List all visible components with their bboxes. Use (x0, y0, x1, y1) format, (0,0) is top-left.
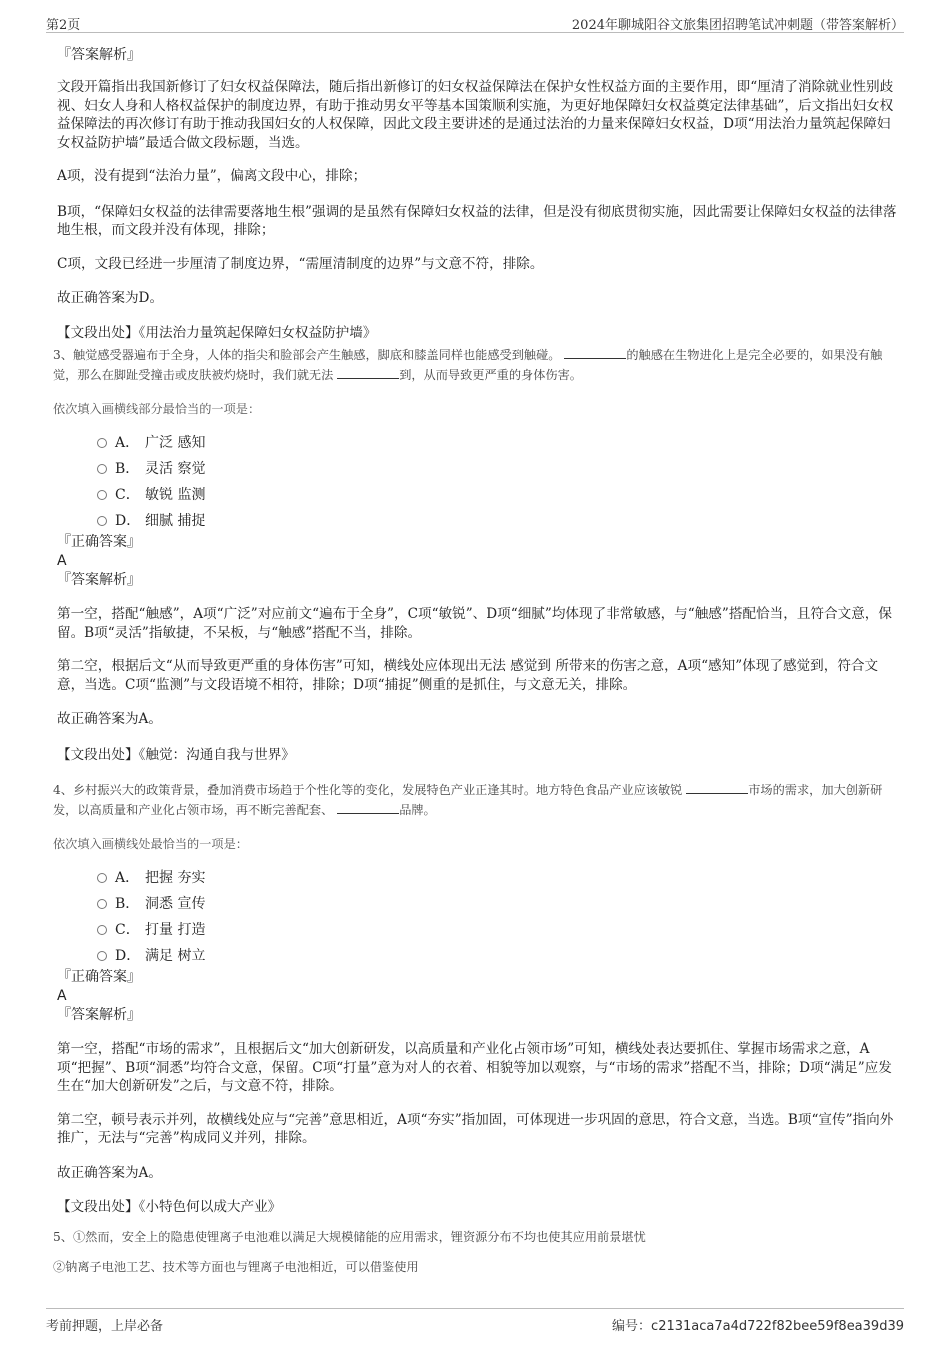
analysis-paragraph: 文段开篇指出我国新修订了妇女权益保障法，随后指出新修订的妇女权益保障法在保护女性权益方面的主要作用，即“厘清了消除就业性别歧视、妇女人身和人格权益保护的制度边界，有助于推动男女平等基本国策顺利实施，为更好地保障妇女权益奠定法律基础”，后文指出妇女权益保障法的再次修订有助于推动我国妇女的人权保障，因此文段主要讲述的是通过法治的力量来保障妇女权益，D项“用法治力量筑起保障妇女权益防护墙”最适合做文段标题，当选。 (57, 79, 894, 151)
page-header (46, 12, 904, 33)
page-footer (46, 1308, 904, 1333)
question-statement: ②钠离子电池工艺、技术等方面也与锂离子电池相近，可以借鉴使用 (53, 1259, 419, 1274)
correct-answer-label: 『正确答案』 (57, 534, 141, 550)
radio-button[interactable] (97, 925, 107, 935)
analysis-paragraph: 第一空，搭配“触感”，A项“广泛”对应前文“遍布于全身”，C项“敏锐”、D项“细腻”均体现了非常敏感，与“触感”搭配恰当，且符合文意，保留。B项“灵活”指敏捷，不呆板，与“触感”搭配不当，排除。 (57, 606, 892, 641)
answer-analysis-label: 『答案解析』 (57, 572, 141, 588)
question-instruction: 依次填入画横线部分最恰当的一项是： (53, 402, 261, 416)
source-citation: 【文段出处】《小特色何以成大产业》 (57, 1199, 282, 1215)
option-list (57, 429, 897, 533)
option-c[interactable]: C． 打量 打造 (57, 916, 897, 942)
option-b[interactable]: B． 洞悉 宣传 (57, 890, 897, 916)
analysis-paragraph: 第二空，顿号表示并列，故横线处应与“完善”意思相近，A项“夯实”指加固，可体现进一步巩固的意思，符合文意，当选。B项“宣传”指向外推广，无法与“完善”构成同义并列，排除。 (57, 1111, 894, 1146)
option-list (57, 864, 897, 968)
analysis-paragraph: 第二空，根据后文“从而导致更严重的身体伤害”可知，横线处应体现出无法 感觉到 所带来的伤害之意，A项“感知”体现了感觉到，符合文意，当选。C项“监测”与文段语境不相符，排除；D项“捕捉”侧重的是抓住，与文意无关，排除。 (57, 658, 879, 693)
analysis-paragraph: A项，没有提到“法治力量”，偏离文段中心，排除； (57, 168, 367, 184)
correct-answer-label: 『正确答案』 (57, 969, 141, 985)
footer-slogan: 考前押题，上岸必备 (46, 1319, 164, 1334)
radio-button[interactable] (97, 516, 107, 526)
answer-analysis-label: 『答案解析』 (57, 47, 141, 63)
correct-answer-value: A (57, 553, 67, 569)
radio-button[interactable] (97, 464, 107, 474)
page-number: 第2页 (46, 18, 81, 33)
option-d[interactable]: D． 细腻 捕捉 (57, 507, 897, 533)
option-c[interactable]: C． 敏锐 监测 (57, 481, 897, 507)
analysis-paragraph: B项，“保障妇女权益的法律需要落地生根”强调的是虽然有保障妇女权益的法律，但是没有彻底贯彻实施，因此需要让保障妇女权益的法律落地生根，而文段并没有体现，排除； (57, 203, 897, 238)
radio-button[interactable] (97, 873, 107, 883)
option-a[interactable]: A． 广泛 感知 (57, 429, 897, 455)
radio-button[interactable] (97, 438, 107, 448)
document-body (53, 46, 897, 1277)
source-citation: 【文段出处】《用法治力量筑起保障妇女权益防护墙》 (57, 324, 377, 341)
fill-blank (337, 801, 399, 814)
option-d[interactable]: D． 满足 树立 (57, 942, 897, 968)
fill-blank (686, 781, 748, 794)
analysis-paragraph: C项，文段已经进一步厘清了制度边界，“需厘清制度的边界”与文意不符，排除。 (57, 255, 544, 272)
answer-analysis-label: 『答案解析』 (57, 1007, 141, 1023)
source-citation: 【文段出处】《触觉：沟通自我与世界》 (57, 746, 295, 763)
correct-answer-statement: 故正确答案为A。 (57, 1164, 162, 1181)
question-stem: 4、乡村振兴大的政策背景，叠加消费市场趋于个性化等的变化，发展特色产业正逢其时。地方特色食品产业应该敏锐 市场的需求，加大创新研发，以高质量和产业化占领市场，再不断完善配套、 品牌。 (53, 783, 883, 817)
option-a[interactable]: A． 把握 夯实 (57, 864, 897, 890)
correct-answer-statement: 故正确答案为A。 (57, 711, 162, 727)
fill-blank (564, 346, 626, 359)
fill-blank (337, 366, 399, 379)
document-title: 2024年聊城阳谷文旅集团招聘笔试冲刺题（带答案解析） (571, 18, 904, 33)
question-instruction: 依次填入画横线处最恰当的一项是： (53, 837, 248, 851)
correct-answer-value: A (57, 988, 67, 1004)
radio-button[interactable] (97, 899, 107, 909)
correct-answer-statement: 故正确答案为D。 (57, 290, 164, 306)
analysis-paragraph: 第一空，搭配“市场的需求”，且根据后文“加大创新研发，以高质量和产业化占领市场”可知，横线处表达要抓住、掌握市场需求之意，A项“把握”、B项“洞悉”均符合文意，保留。C项“打量”意为对人的衣着、相貌等加以观察，与“市场的需求”搭配不当，排除；D项“满足”应发生在“加大创新研发”之后，与文意不符，排除。 (57, 1041, 892, 1094)
question-stem: 3、触觉感受器遍布于全身，人体的指尖和脸部会产生触感，脚底和膝盖同样也能感受到触碰。 的触感在生物进化上是完全必要的，如果没有触觉，那么在脚趾受撞击或皮肤被灼烧时，我们就无法 到，从而导致更严重的身体伤害。 (53, 348, 883, 382)
radio-button[interactable] (97, 490, 107, 500)
option-b[interactable]: B． 灵活 察觉 (57, 455, 897, 481)
radio-button[interactable] (97, 951, 107, 961)
question-stem: 5、①然而，安全上的隐患使锂离子电池难以满足大规模储能的应用需求，锂资源分布不均也使其应用前景堪忧 (53, 1229, 646, 1244)
document-code: 编号：c2131aca7a4d722f82bee59f8ea39d39 (612, 1319, 904, 1334)
